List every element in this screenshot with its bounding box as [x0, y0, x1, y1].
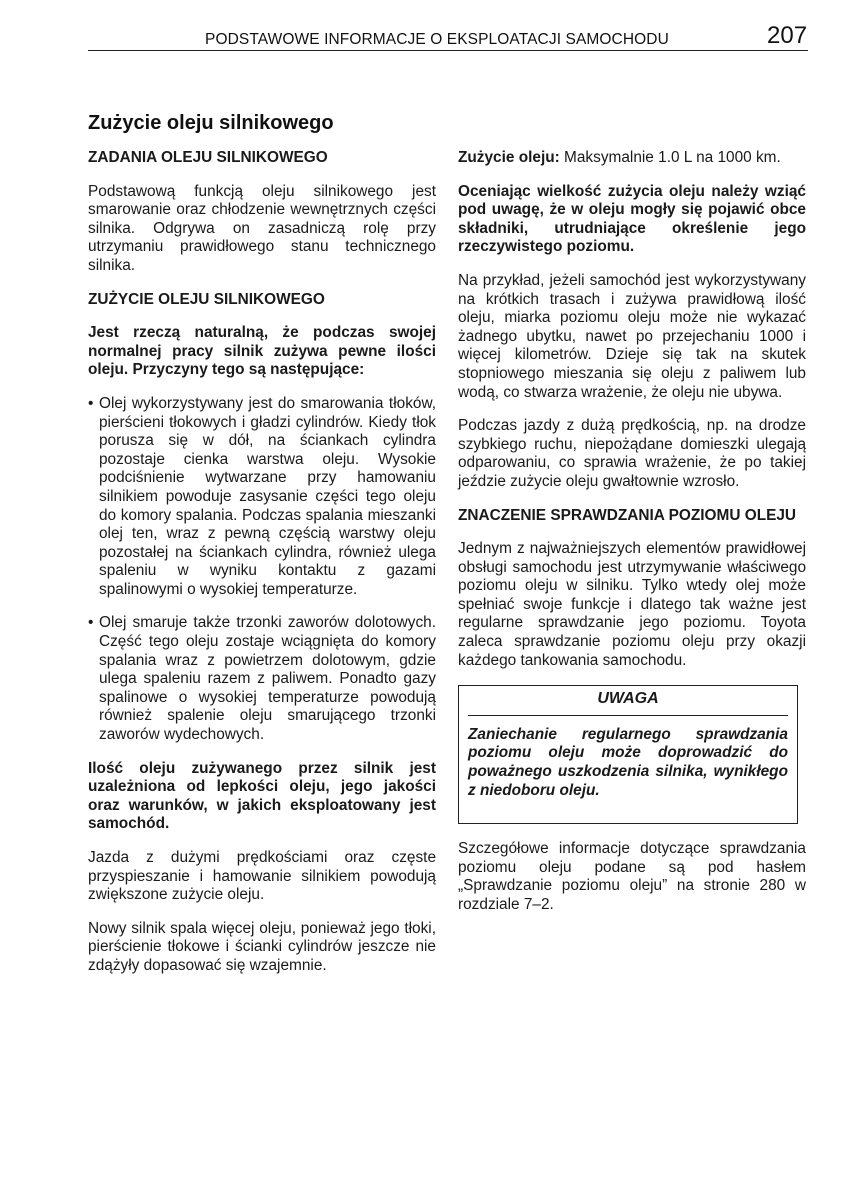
bullet-icon: •: [88, 614, 94, 632]
list-item: [88, 395, 436, 600]
heading-oil-functions: ZADANIA OLEJU SILNIKOWEGO: [88, 149, 328, 166]
consumption-spec: [458, 149, 806, 168]
causes-list: [88, 395, 436, 745]
warning-title: UWAGA: [468, 690, 788, 716]
list-item: [88, 614, 436, 744]
header-rule: [88, 50, 808, 51]
paragraph-driving-speed: Jazda z dużymi prędkościami oraz częste przyspieszanie i hamowanie silnikiem powodują zwiększone zużycie oleju.: [88, 849, 436, 904]
bullet-icon: •: [88, 394, 94, 412]
section-title: Zużycie oleju silnikowego: [88, 112, 334, 134]
left-column: [88, 149, 436, 991]
page-number: 207: [767, 22, 808, 49]
heading-level-check: ZNACZENIE SPRAWDZANIA POZIOMU OLEJU: [458, 506, 797, 524]
right-column: [458, 149, 806, 930]
warning-text: Zaniechanie regularnego sprawdzania poziomu oleju może doprowadzić do poważnego uszkodzenia silnika, wynikłego z niedoboru oleju.: [468, 725, 788, 799]
list-item-text: Olej wykorzystywany jest do smarowania tłoków, pierścieni tłokowych i gładzi cylindrów. Kiedy tłok porusza się w dół, na ściankach cylindra pozostaje cienka warstwa oleju. Wysokie podciśnienie wytwarzane przy hamowaniu silnikiem powoduje zasysanie części tego oleju do komory spalania. Podczas spalania mieszanki olej ten, wraz z pewną częścią warstwy oleju pozostałej na ściankach cylindra, również ulega spaleniu w wyniku kontaktu z gazami spalinowymi o wysokiej temperaturze.: [99, 394, 436, 598]
warning-box: [458, 685, 798, 824]
paragraph-reference: Szczegółowe informacje dotyczące sprawdzania poziomu oleju podane są pod hasłem „Sprawdzanie poziomu oleju” na stronie 280 w rozdziale 7–2.: [458, 840, 806, 913]
paragraph-highway: Podczas jazdy z dużą prędkością, np. na drodze szybkiego ruchu, niepożądane domieszki ulegają odparowaniu, co sprawia wrażenie, że po takiej jeździe zużycie oleju gwałtownie wzrosło.: [458, 417, 806, 490]
paragraph-oil-functions: Podstawową funkcją oleju silnikowego jest smarowanie oraz chłodzenie wewnętrznych części silnika. Odgrywa on zasadniczą rolę przy utrzymaniu prawidłowego stanu technicznego silnika.: [88, 182, 436, 274]
paragraph-consumption-intro: Jest rzeczą naturalną, że podczas swojej normalnej pracy silnik zużywa pewne ilości oleju. Przyczyny tego są następujące:: [88, 324, 436, 379]
running-header: PODSTAWOWE INFORMACJE O EKSPLOATACJI SAMOCHODU: [205, 31, 669, 48]
paragraph-new-engine: Nowy silnik spala więcej oleju, ponieważ jego tłoki, pierścienie tłokowe i ścianki cylindrów jeszcze nie zdążyły dopasować się wzajemnie.: [88, 919, 436, 974]
heading-oil-consumption: ZUŻYCIE OLEJU SILNIKOWEGO: [88, 290, 325, 308]
paragraph-short-trips: Na przykład, jeżeli samochód jest wykorzystywany na krótkich trasach i zużywa prawidłową ilość oleju, miarka poziomu oleju może nie wykazać żadnego ubytku, nawet po przejechaniu 1000 i więcej kilometrów. Dzieje się tak na skutek stopniowego mieszania się oleju z paliwem lub wodą, co stwarza wrażenie, że oleju nie ubywa.: [458, 271, 806, 401]
paragraph-consumption-factors: Ilość oleju zużywanego przez silnik jest uzależniona od lepkości oleju, jego jakości oraz warunków, w jakich eksploatowany jest samochód.: [88, 759, 436, 833]
paragraph-assessment-note: Oceniając wielkość zużycia oleju należy wziąć pod uwagę, że w oleju mogły się pojawić obce składniki, utrudniające określenie jego rzeczywistego poziomu.: [458, 182, 806, 256]
consumption-value: Maksymalnie 1.0 L na 1000 km.: [559, 149, 781, 166]
list-item-text: Olej smaruje także trzonki zaworów dolotowych. Część tego oleju zostaje wciągnięta do komory spalania wraz z powietrzem dolotowym, gdzie ulega spaleniu razem z paliwem. Ponadto gazy spalinowe o wysokiej temperaturze powodują również spalenie oleju smarującego trzonki zaworów wydechowych.: [99, 614, 436, 744]
consumption-label: Zużycie oleju:: [458, 149, 560, 166]
paragraph-level-check: Jednym z najważniejszych elementów prawidłowej obsługi samochodu jest utrzymywanie właściwego poziomu oleju w silniku. Tylko wtedy olej może spełniać swoje funkcje i dlatego tak ważne jest regularne sprawdzanie jego poziomu. Toyota zaleca sprawdzanie poziomu oleju przy okazji każdego tankowania samochodu.: [458, 540, 806, 669]
